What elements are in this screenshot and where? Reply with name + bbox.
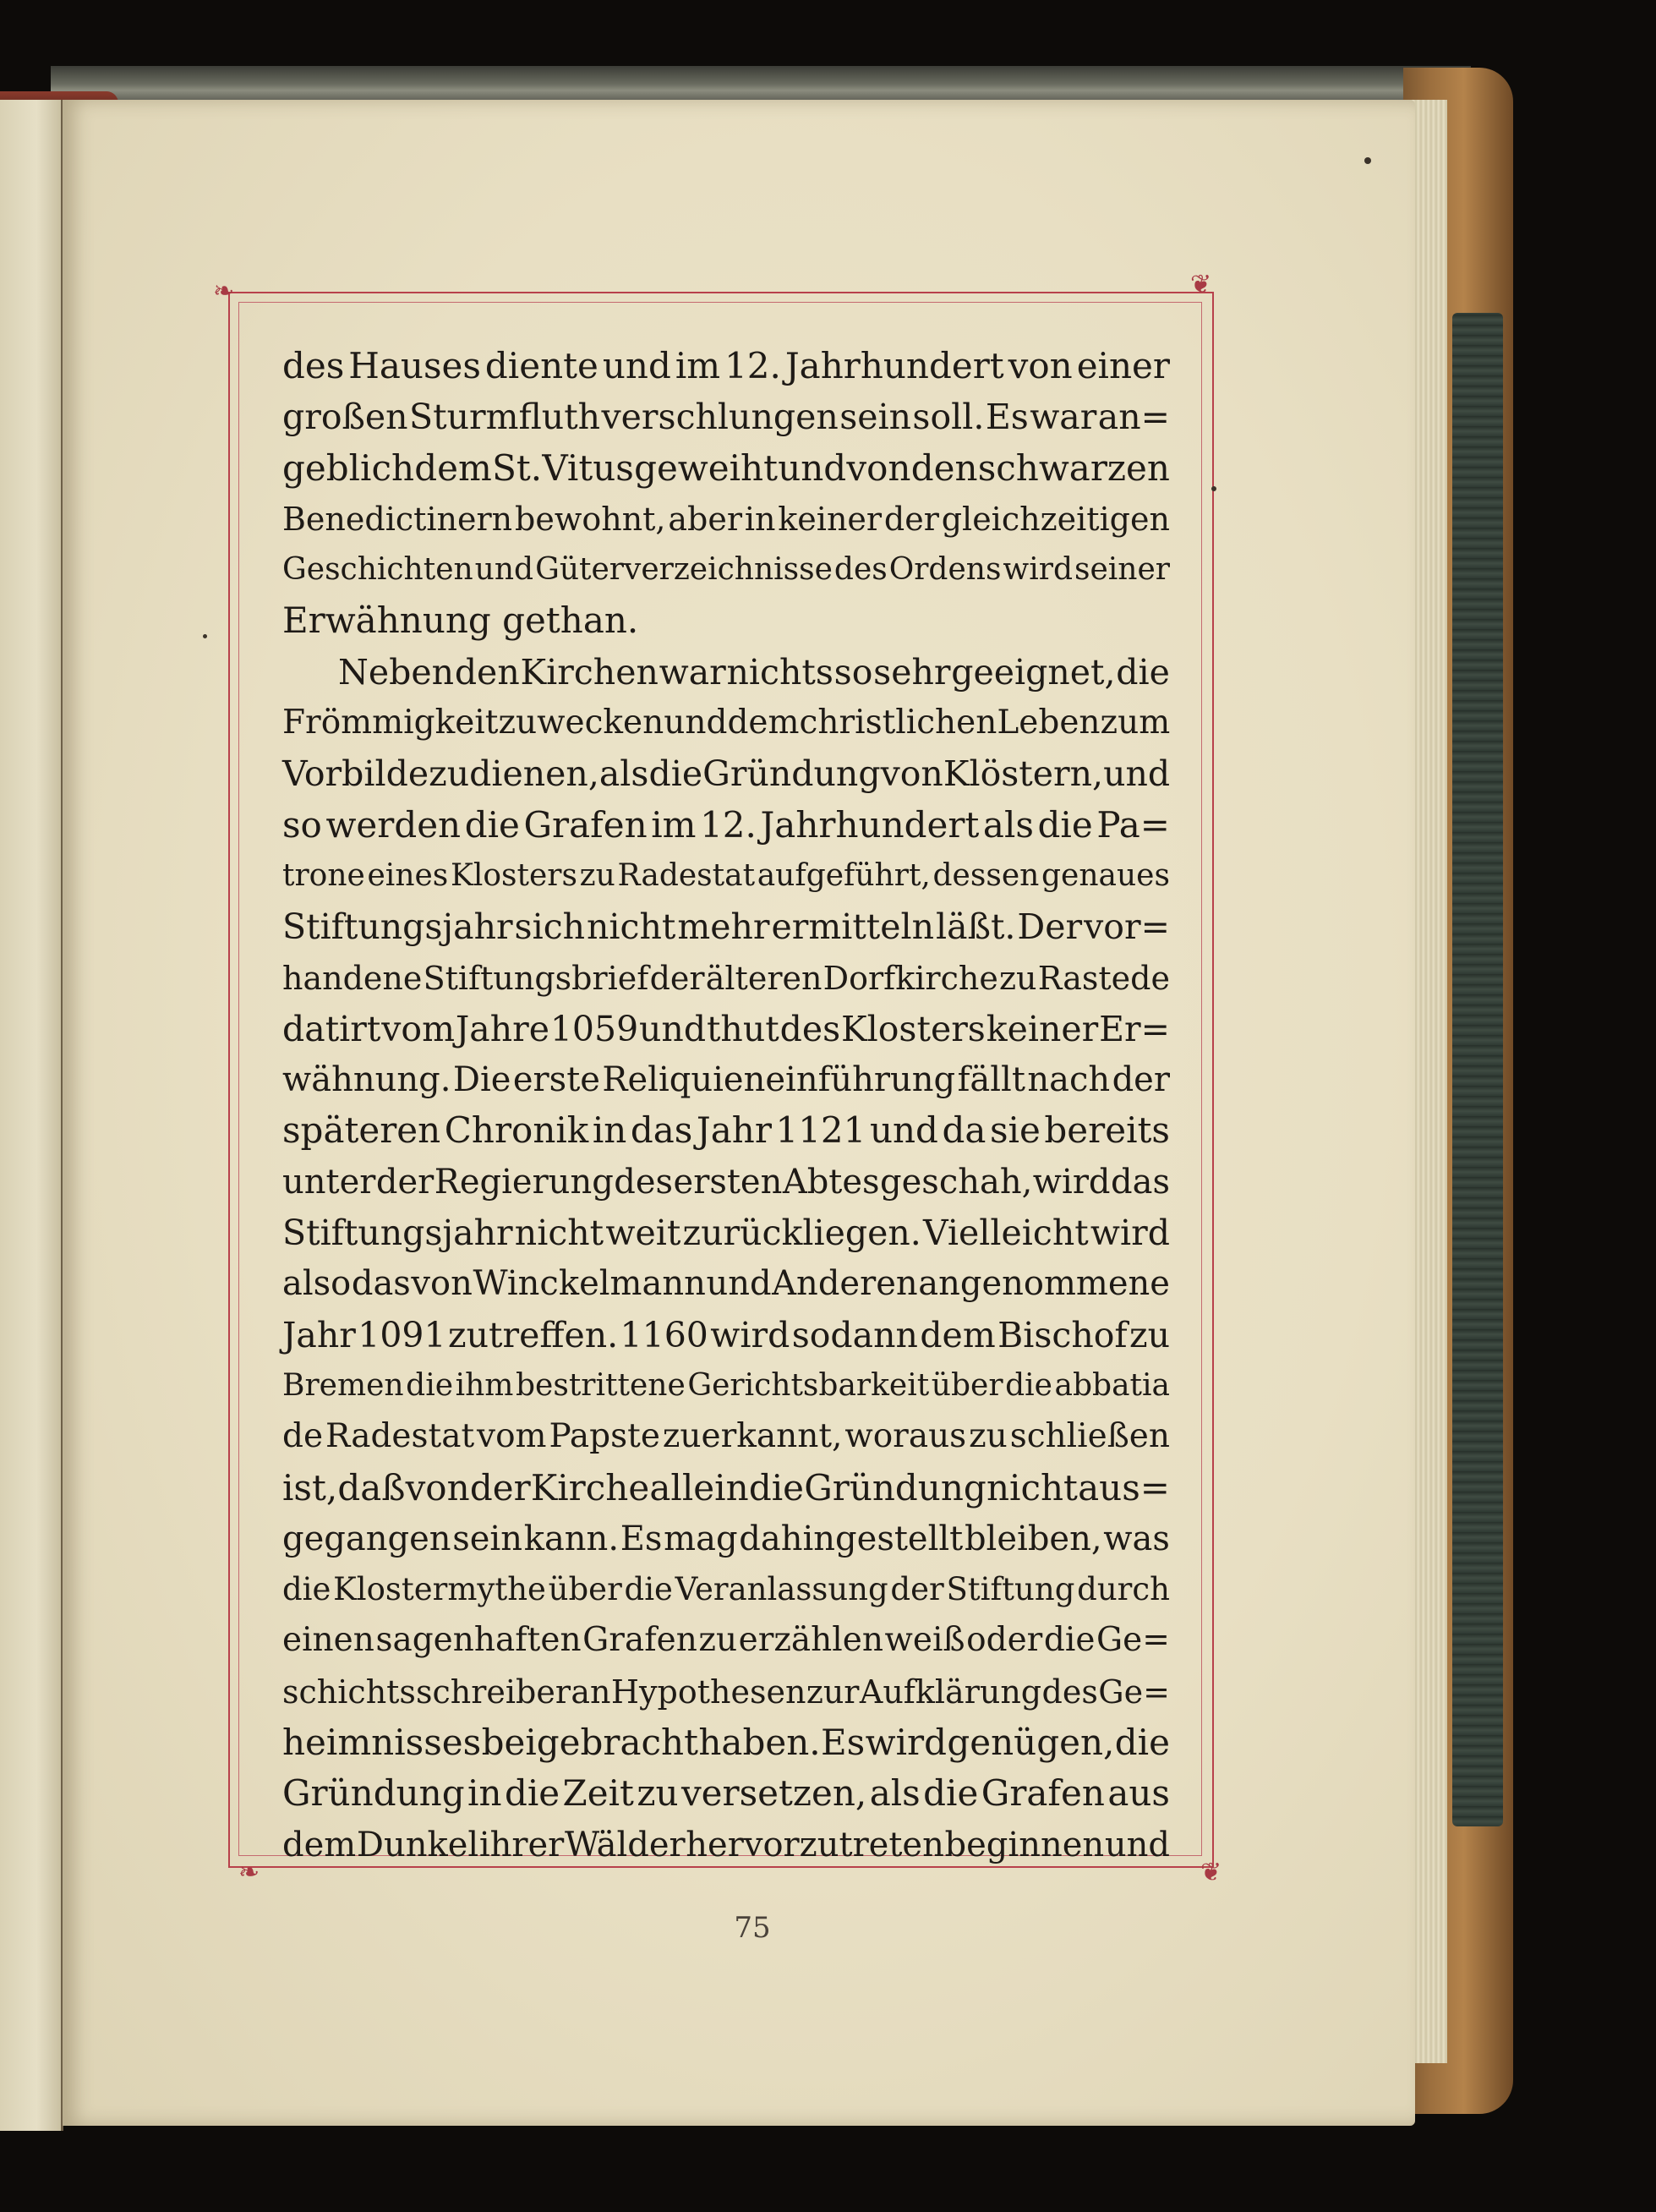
word: keiner	[986, 1008, 1099, 1049]
word: und	[639, 1008, 707, 1049]
word: dienen,	[469, 753, 599, 795]
word: Radestat	[325, 1417, 475, 1456]
word: Es	[620, 1519, 663, 1558]
word: den	[454, 651, 520, 693]
word: war	[659, 651, 726, 693]
word: weit	[605, 1213, 681, 1254]
word: fällt	[957, 1060, 1025, 1100]
word: dahingestellt	[739, 1519, 964, 1558]
word: von	[411, 1264, 473, 1304]
word: Die	[452, 1060, 511, 1100]
word: Dunkel	[356, 1825, 479, 1864]
word: schließen	[1009, 1417, 1170, 1456]
word: Neben	[338, 651, 455, 693]
word: zu	[698, 1621, 738, 1660]
word: bewohnt,	[515, 500, 666, 538]
word: Hypothesen	[610, 1673, 806, 1711]
word: die	[1114, 1722, 1170, 1764]
word: Ordens	[888, 552, 1002, 588]
word: geeignet,	[951, 651, 1116, 693]
word: sein	[452, 1519, 522, 1558]
word: Anderen	[772, 1264, 918, 1304]
word: Jahrhundert	[760, 803, 980, 846]
word: Gerichtsbarkeit	[687, 1367, 930, 1403]
word: Hauses	[348, 345, 481, 386]
word: des	[779, 1008, 841, 1049]
word: haben.	[698, 1722, 821, 1764]
word: des	[282, 345, 345, 386]
word: Güterverzeichnisse	[535, 552, 833, 588]
text-line	[282, 698, 1170, 748]
word: Pa=	[1096, 803, 1170, 846]
word: Chronik	[444, 1109, 589, 1152]
word: geweiht	[634, 446, 778, 489]
word: Stiftungsjahr	[282, 906, 513, 948]
word: und	[1103, 753, 1171, 795]
frame-corner-ornament-top-left: ❧	[213, 276, 235, 306]
word: einen	[282, 1621, 374, 1660]
word: wird	[710, 1314, 790, 1355]
word: der	[1112, 1060, 1170, 1100]
word: und	[1104, 1825, 1170, 1864]
word: Stiftungsbrief	[423, 959, 649, 997]
text-line	[282, 1615, 1170, 1666]
word: also	[282, 1264, 352, 1304]
text-line	[282, 953, 1170, 1004]
word: zum	[1100, 704, 1171, 742]
word: Kirchen	[520, 651, 659, 693]
word: bereits	[1044, 1109, 1170, 1152]
text-line	[282, 1514, 1170, 1564]
word: Kirche	[530, 1466, 650, 1508]
word: älteren	[705, 959, 823, 997]
word: zu	[999, 959, 1037, 997]
word: Bischof	[997, 1314, 1128, 1355]
text-line	[282, 391, 1170, 442]
word: 12.	[700, 803, 757, 846]
word: Gründung	[282, 1772, 465, 1815]
word: angenommene	[918, 1264, 1170, 1304]
word: sein	[839, 397, 912, 438]
word: diente	[484, 345, 598, 386]
word: Stiftungsjahr	[282, 1213, 513, 1254]
word: die	[464, 803, 520, 846]
word: mehr	[677, 906, 770, 948]
word: Dorfkirche	[823, 959, 998, 997]
word: Jahr	[282, 1314, 356, 1355]
body-text	[282, 341, 1170, 1870]
word: dem	[920, 1314, 996, 1355]
word: thut	[706, 1008, 779, 1049]
word: Es	[985, 397, 1029, 438]
text-line	[282, 545, 1170, 595]
word: Klostermythe	[333, 1571, 546, 1608]
binding-cloth-strip	[1452, 313, 1503, 1826]
word: christlichen	[799, 704, 997, 742]
word: der	[890, 1571, 944, 1608]
word: wird	[1090, 1213, 1170, 1254]
word: gleichzeitigen	[941, 500, 1170, 538]
word: dem	[282, 1825, 357, 1864]
word: in	[467, 1772, 502, 1815]
word: Klöstern,	[943, 753, 1104, 795]
text-line	[282, 1768, 1170, 1819]
word: oder	[966, 1621, 1043, 1660]
word: erzählen	[738, 1621, 883, 1660]
word: wird	[1032, 1162, 1111, 1202]
word: Klosters	[841, 1008, 986, 1049]
word: Bremen	[282, 1367, 404, 1403]
word: 1160	[620, 1314, 708, 1355]
word: und	[778, 446, 847, 489]
word: und	[474, 552, 534, 588]
word: hervorzutreten	[686, 1825, 944, 1864]
word: Aufklärung	[859, 1673, 1042, 1711]
word: aus	[1107, 1772, 1170, 1815]
word: 1059	[549, 1008, 639, 1049]
word: Grafen	[582, 1621, 697, 1660]
word: der	[469, 1466, 531, 1508]
word: soll.	[912, 397, 985, 438]
word: nichts	[726, 651, 833, 693]
word: das	[630, 1109, 693, 1152]
word: im	[651, 803, 697, 846]
word: seiner	[1074, 552, 1170, 588]
page-number: 75	[734, 1911, 771, 1945]
word: unter	[282, 1162, 376, 1202]
word: vom	[381, 1008, 455, 1049]
word: handene	[282, 959, 423, 997]
word: Leben	[997, 704, 1101, 742]
text-line	[282, 1207, 1170, 1258]
word: des	[833, 552, 888, 588]
text-line	[282, 494, 1170, 545]
word: Abtes	[782, 1162, 880, 1202]
word: die	[406, 1367, 454, 1403]
word: den	[910, 446, 978, 489]
word: Benedictinern	[282, 500, 513, 538]
word: ermitteln	[771, 906, 935, 948]
text-line	[282, 1310, 1170, 1361]
word: aber	[668, 500, 742, 538]
word: war	[1030, 397, 1097, 438]
word: in	[592, 1109, 627, 1152]
word: einer	[1076, 345, 1170, 386]
text-line	[282, 901, 1170, 952]
word: Veranlassung	[675, 1571, 888, 1608]
text-line	[282, 647, 1170, 698]
word: und	[664, 704, 728, 742]
word: ihm	[455, 1367, 514, 1403]
word: Er=	[1099, 1008, 1170, 1049]
word: die	[648, 753, 703, 795]
word: die	[1005, 1367, 1052, 1403]
word: Klosters	[450, 857, 577, 893]
word: schichtsschreiber	[282, 1673, 571, 1711]
text-line	[282, 1667, 1170, 1717]
text-line	[282, 1004, 1170, 1054]
word: Gründung	[804, 1466, 986, 1508]
text-line	[282, 1054, 1170, 1105]
word: der	[375, 1162, 434, 1202]
word: bestrittene	[516, 1367, 686, 1403]
word: keiner	[778, 500, 883, 538]
word: Wälder	[564, 1825, 686, 1864]
word: vom	[477, 1417, 547, 1456]
word: Rastede	[1037, 959, 1170, 997]
word: sich	[514, 906, 586, 948]
word: woraus	[844, 1417, 967, 1456]
word: zuerkannt,	[662, 1417, 843, 1456]
word: Grafen	[523, 803, 648, 846]
word: die	[282, 1571, 331, 1608]
word: Gründung	[702, 753, 881, 795]
word: ersten	[673, 1162, 783, 1202]
word: da	[942, 1109, 986, 1152]
word: von	[846, 446, 911, 489]
text-line	[282, 1105, 1170, 1156]
text-line	[282, 443, 1170, 494]
word: von	[880, 753, 943, 795]
word: versetzen,	[680, 1772, 867, 1815]
word: Vielleicht	[923, 1213, 1089, 1254]
word: gegangen	[282, 1519, 451, 1558]
word: geschah,	[880, 1162, 1033, 1202]
word: sagenhaften	[375, 1621, 582, 1660]
text-line	[282, 851, 1170, 901]
word: durch	[1077, 1571, 1170, 1608]
word: beigebracht	[481, 1722, 698, 1764]
word: das	[351, 1264, 411, 1304]
word: sie	[990, 1109, 1041, 1152]
word: St.	[492, 446, 543, 489]
word: die	[923, 1772, 979, 1815]
word: datirt	[282, 1008, 381, 1049]
word: vor=	[1084, 906, 1170, 948]
left-page-edge	[0, 100, 63, 2131]
text-line	[282, 1361, 1170, 1411]
word: abbatia	[1054, 1367, 1170, 1403]
word: von	[1008, 345, 1073, 386]
word: die	[1037, 803, 1093, 846]
word: eines	[367, 857, 449, 893]
word: zu	[1129, 1314, 1170, 1355]
text-line	[282, 1411, 1170, 1462]
word: als	[982, 803, 1034, 846]
word: des	[614, 1162, 674, 1202]
word: die	[748, 1466, 804, 1508]
text-line	[282, 748, 1170, 799]
word: 1121	[775, 1109, 866, 1152]
word: de	[282, 1417, 324, 1456]
word: die	[504, 1772, 560, 1815]
word: wird	[865, 1722, 947, 1764]
word: beginnen	[944, 1825, 1105, 1864]
word: kann.	[523, 1519, 620, 1558]
paper-speck	[1211, 486, 1216, 491]
word: nicht	[587, 906, 676, 948]
frame-corner-ornament-bottom-left: ❧	[238, 1858, 260, 1887]
word: und	[706, 1264, 772, 1304]
word: trone	[282, 857, 365, 893]
word: als	[598, 753, 649, 795]
word: Grafen	[981, 1772, 1105, 1815]
word: ist,	[282, 1466, 338, 1508]
word: geblich	[282, 446, 415, 489]
frame-corner-ornament-bottom-right: ❦	[1200, 1858, 1222, 1887]
word: schwarzen	[977, 446, 1170, 489]
word: verschlungen	[601, 397, 839, 438]
word: genügen,	[947, 1722, 1115, 1764]
word: zu	[498, 704, 538, 742]
frame-corner-ornament-top-right: ❦	[1190, 270, 1212, 299]
word: späteren	[282, 1109, 441, 1152]
word: läßt.	[936, 906, 1016, 948]
word: Regierung	[434, 1162, 614, 1202]
word: die	[1043, 1621, 1096, 1660]
word: im	[675, 345, 721, 386]
word: daß	[337, 1466, 406, 1508]
word: wird	[1003, 552, 1073, 588]
word: zu	[969, 1417, 1008, 1456]
word: Jahre	[455, 1008, 549, 1049]
word: die	[624, 1571, 673, 1608]
word: sodann	[791, 1314, 918, 1355]
text-line	[282, 1157, 1170, 1207]
word: wecken	[537, 704, 664, 742]
word: über	[548, 1571, 622, 1608]
word: großen	[282, 397, 408, 438]
word: Vitus	[542, 446, 634, 489]
paper-speck	[203, 634, 207, 638]
word: Radestat	[617, 857, 756, 893]
text-line	[282, 1820, 1170, 1870]
word: Der	[1017, 906, 1083, 948]
word: heimnisses	[282, 1722, 482, 1764]
text-line	[282, 1258, 1170, 1309]
word: Winckelmann	[473, 1264, 706, 1304]
word: dem	[414, 446, 492, 489]
text-line	[282, 1717, 1170, 1768]
word: 12.	[724, 345, 781, 386]
word: nach	[1027, 1060, 1111, 1100]
word: des	[1041, 1673, 1098, 1711]
word: das	[1111, 1162, 1170, 1202]
word: ihrer	[478, 1825, 565, 1864]
word: der	[883, 500, 939, 538]
word: allein	[649, 1466, 749, 1508]
word: an	[571, 1673, 611, 1711]
word: Stiftung	[946, 1571, 1075, 1608]
word: Es	[821, 1722, 866, 1764]
word: in	[744, 500, 776, 538]
word: werden	[325, 803, 462, 846]
word: was	[1103, 1519, 1170, 1558]
word: Ge=	[1098, 1673, 1170, 1711]
word: so	[282, 803, 322, 846]
text-line	[282, 800, 1170, 851]
word: und	[869, 1109, 938, 1152]
word: 1091	[358, 1314, 446, 1355]
word: sehr	[873, 651, 951, 693]
word: genaues	[1041, 857, 1170, 893]
word: über	[931, 1367, 1003, 1403]
word: zu	[637, 1772, 679, 1815]
word: Papste	[549, 1417, 660, 1456]
word: Reliquieneinführung	[602, 1060, 956, 1100]
word: als	[869, 1772, 921, 1815]
word: und	[602, 345, 671, 386]
word: zutreffen.	[447, 1314, 619, 1355]
word: erste	[512, 1060, 600, 1100]
text-line	[282, 1463, 1170, 1514]
word: nicht	[514, 1213, 604, 1254]
word: weiß	[884, 1621, 965, 1660]
word: Ge=	[1096, 1621, 1170, 1660]
word: zu	[579, 857, 615, 893]
word: bleiben,	[964, 1519, 1102, 1558]
word: Jahr	[696, 1109, 772, 1152]
word: Jahrhundert	[784, 345, 1004, 386]
word: Geschichten	[282, 552, 473, 588]
word: Vorbilde	[282, 753, 429, 795]
word: die	[1116, 651, 1170, 693]
word: von	[405, 1466, 470, 1508]
word: wähnung.	[282, 1060, 451, 1100]
word: Sturmfluth	[409, 397, 601, 438]
word: so	[833, 651, 873, 693]
word: Zeit	[562, 1772, 634, 1815]
word: Frömmigkeit	[282, 704, 499, 742]
paper-speck	[1364, 157, 1371, 164]
word: zurückliegen.	[682, 1213, 921, 1254]
word: mag	[664, 1519, 738, 1558]
text-line	[282, 341, 1170, 391]
text-line: Erwähnung gethan.	[282, 600, 639, 642]
word: der	[649, 959, 705, 997]
word: zur	[806, 1673, 860, 1711]
word: dem	[727, 704, 800, 742]
word: aus=	[1078, 1466, 1170, 1508]
word: aufgeführt,	[757, 857, 931, 893]
text-line	[282, 1564, 1170, 1615]
word: dessen	[932, 857, 1040, 893]
word: zu	[429, 753, 470, 795]
word: an=	[1097, 397, 1170, 438]
word: nicht	[986, 1466, 1078, 1508]
